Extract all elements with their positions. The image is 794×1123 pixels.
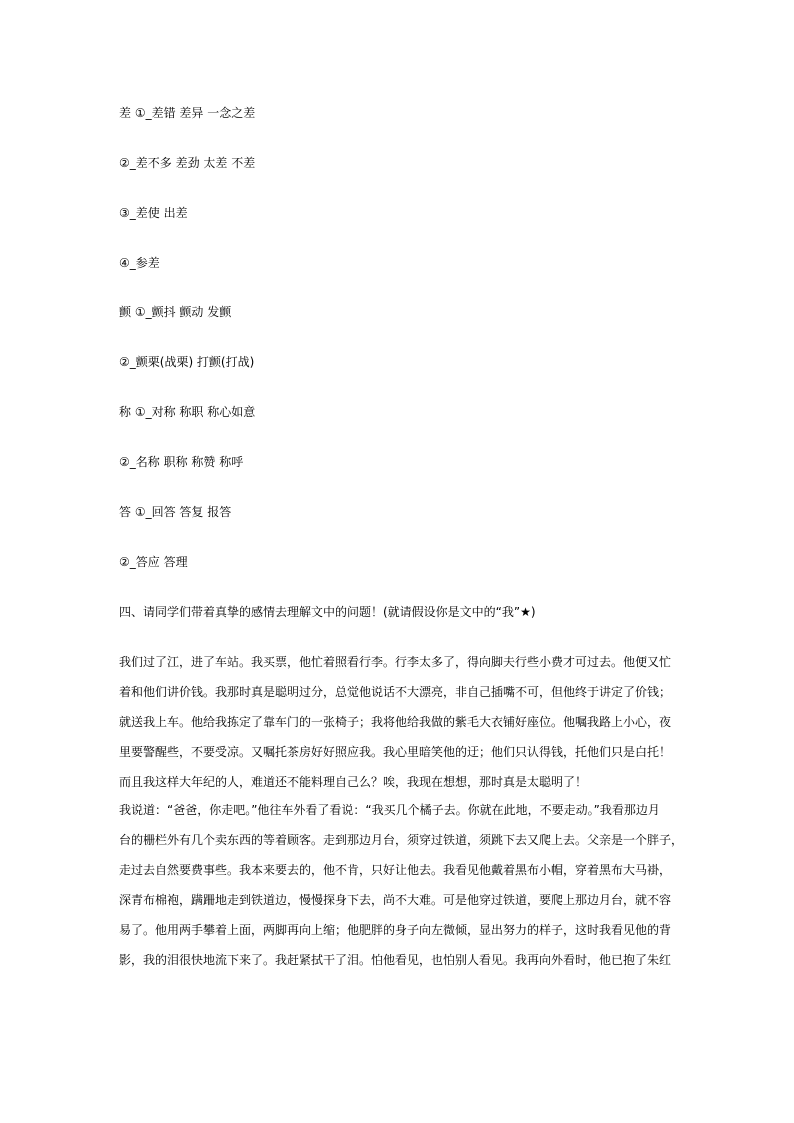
paragraph-line: 我说道：“爸爸，你走吧。”他往车外看了看说：“我买几个橘子去。你就在此地，不要走动。”我看那边月 [119, 803, 660, 817]
passage-paragraph-2 [119, 802, 684, 982]
vocab-entry: ②_名称 职称 称赞 称呼 [119, 455, 244, 469]
vocab-entry: ②_差不多 差劲 太差 不差 [119, 156, 256, 170]
section-heading: 四、请同学们带着真挚的感情去理解文中的问题！(就请假设你是文中的“我”★) [119, 605, 536, 619]
paragraph-line: 我们过了江，进了车站。我买票，他忙着照看行李。行李太多了，得向脚夫行些小费才可过去。他便又忙 [119, 655, 672, 669]
vocab-entry: 颤 ①_颤抖 颤动 发颤 [119, 305, 232, 319]
vocab-entry: ③_差使 出差 [119, 206, 188, 220]
paragraph-line: 易了。他用两手攀着上面，两脚再向上缩；他肥胖的身子向左微倾，显出努力的样子，这时我看见他的背 [119, 923, 672, 937]
paragraph-line: 影，我的泪很快地流下来了。我赶紧拭干了泪。怕他看见，也怕别人看见。我再向外看时，他已抱了朱红 [119, 953, 672, 967]
vocab-entry: 称 ①_对称 称职 称心如意 [119, 405, 256, 419]
vocab-entry: 答 ①_回答 答复 报答 [119, 505, 232, 519]
vocab-entry: 差 ①_差错 差异 一念之差 [119, 106, 256, 120]
passage-paragraph-1 [119, 654, 675, 804]
paragraph-line: 里要警醒些，不要受凉。又嘱托茶房好好照应我。我心里暗笑他的迂；他们只认得钱，托他们只是白托！ [119, 745, 672, 759]
vocab-entry: ②_颤栗(战栗) 打颤(打战) [119, 355, 255, 369]
paragraph-line: 台的栅栏外有几个卖东西的等着顾客。走到那边月台，须穿过铁道，须跳下去又爬上去。父亲是一个胖子， [119, 833, 684, 847]
paragraph-line: 而且我这样大年纪的人，难道还不能料理自己么？唉，我现在想想，那时真是太聪明了！ [119, 775, 588, 789]
vocab-entry: ④_参差 [119, 256, 160, 270]
paragraph-line: 就送我上车。他给我拣定了靠车门的一张椅子；我将他给我做的紫毛大衣铺好座位。他嘱我路上小心，夜 [119, 715, 672, 729]
paragraph-line: 着和他们讲价钱。我那时真是聪明过分，总觉他说话不大漂亮，非自己插嘴不可，但他终于讲定了价钱； [119, 685, 672, 699]
paragraph-line: 深青布棉袍，蹒跚地走到铁道边，慢慢探身下去，尚不大难。可是他穿过铁道，要爬上那边月台，就不容 [119, 893, 672, 907]
paragraph-line: 走过去自然要费事些。我本来要去的，他不肯，只好让他去。我看见他戴着黑布小帽，穿着黑布大马褂， [119, 863, 672, 877]
vocab-entry: ②_答应 答理 [119, 555, 188, 569]
